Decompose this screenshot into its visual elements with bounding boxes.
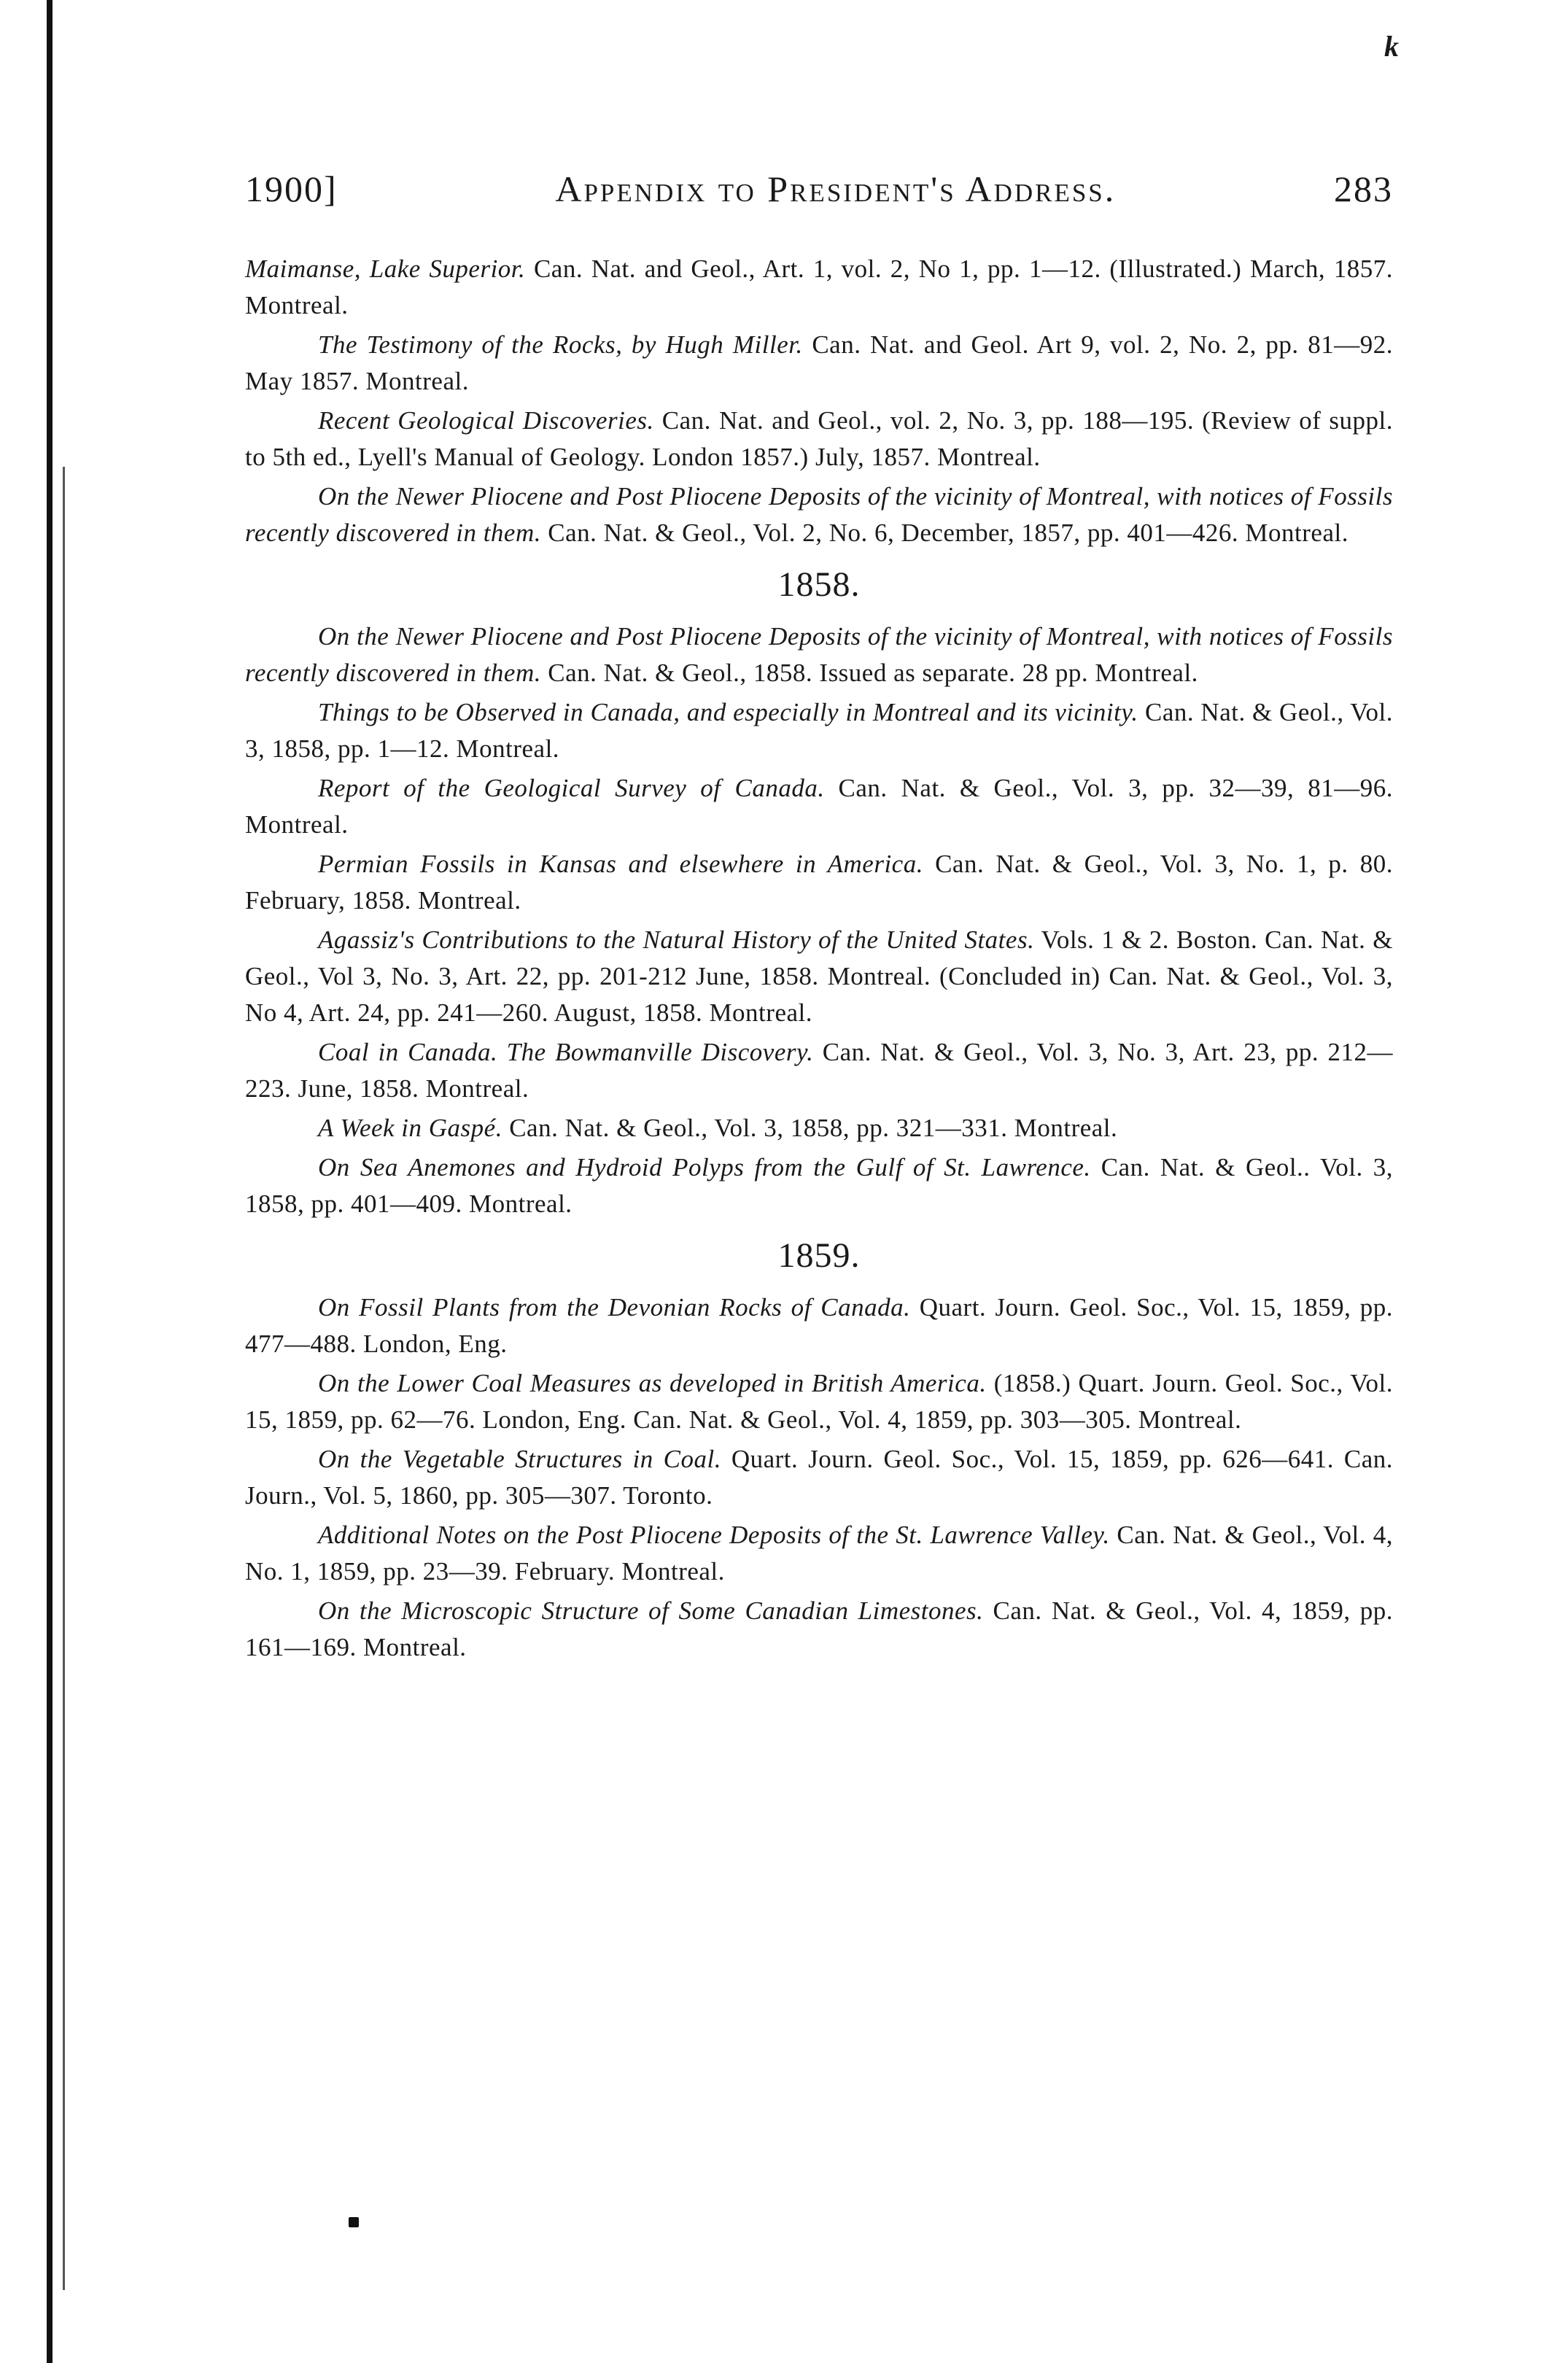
- year-heading-1859: 1859.: [777, 1236, 861, 1275]
- bibliography-entry: [245, 1365, 1393, 1438]
- corner-mark: k: [1384, 30, 1399, 63]
- year-heading-1858: 1858.: [777, 565, 861, 604]
- entries-1858: [245, 618, 1393, 1222]
- bibliography-entry: [245, 618, 1393, 691]
- entry-title: The Testimony of the Rocks, by Hugh Miller.: [318, 330, 803, 359]
- entry-title: Report of the Geological Survey of Canada.: [318, 774, 825, 802]
- entry-title: Additional Notes on the Post Pliocene Deposits of the St. Lawrence Valley.: [318, 1521, 1110, 1549]
- entry-details: Can. Nat. & Geol., Vol. 4, No. 1, 1859, pp. 23—39. February. Montreal.: [245, 1521, 1393, 1586]
- scan-edge-line: [47, 0, 53, 2363]
- running-header: [245, 168, 1393, 233]
- bibliography-entry: [245, 770, 1393, 843]
- entries-1857: [245, 251, 1393, 551]
- bibliography: [245, 251, 1393, 1666]
- entry-title: On the Newer Pliocene and Post Pliocene Deposits of the vicinity of Montreal, with notices of Fossils recently discovered in them.: [245, 482, 1393, 547]
- bibliography-entry: [245, 922, 1393, 1031]
- bibliography-entry: [245, 478, 1393, 551]
- entry-title: Coal in Canada. The Bowmanville Discovery.: [318, 1038, 814, 1066]
- header-title: Appendix to President's Address.: [555, 168, 1117, 209]
- header-year: 1900]: [245, 168, 338, 209]
- entry-title: Permian Fossils in Kansas and elsewhere in America.: [318, 850, 923, 878]
- entry-title: On Sea Anemones and Hydroid Polyps from the Gulf of St. Lawrence.: [318, 1153, 1091, 1182]
- bibliography-entry: [245, 1149, 1393, 1222]
- entry-details: Quart. Journ. Geol. Soc., Vol. 15, 1859, pp. 626—641. Can. Journ., Vol. 5, 1860, pp. 305—307. Toronto.: [245, 1445, 1393, 1510]
- entry-details: Can. Nat. & Geol., Vol. 3, 1858, pp. 321—331. Montreal.: [502, 1114, 1118, 1142]
- entry-details: Can. Nat. & Geol., Vol. 3, 1858, pp. 1—12. Montreal.: [245, 698, 1393, 763]
- entry-details: Can. Nat. & Geol.. Vol. 3, 1858, pp. 401—409. Montreal.: [245, 1153, 1393, 1218]
- entry-title: A Week in Gaspé.: [318, 1114, 502, 1142]
- header-page-number: 283: [1333, 168, 1393, 209]
- bibliography-entry: [245, 1517, 1393, 1590]
- bibliography-entry: [245, 1593, 1393, 1666]
- entry-title: On the Newer Pliocene and Post Pliocene Deposits of the vicinity of Montreal, with notices of Fossils recently discovered in them.: [245, 622, 1393, 687]
- bibliography-entry: [245, 403, 1393, 476]
- bibliography-entry: [245, 251, 1393, 324]
- entry-title: On the Microscopic Structure of Some Canadian Limestones.: [318, 1596, 984, 1625]
- entry-title: Recent Geological Discoveries.: [318, 406, 654, 435]
- entry-details: Vols. 1 & 2. Boston. Can. Nat. & Geol., Vol 3, No. 3, Art. 22, pp. 201-212 June, 1858. Montreal. (Concluded in) Can. Nat. & Geol., Vol. 3, No 4, Art. 24, pp. 241—260. August, 1858. Montreal.: [245, 926, 1394, 1027]
- page-content: [245, 168, 1393, 1669]
- entry-details: Can. Nat. and Geol., Art. 1, vol. 2, No 1, pp. 1—12. (Illustrated.) March, 1857. Montreal.: [245, 255, 1393, 319]
- entry-title: On Fossil Plants from the Devonian Rocks of Canada.: [318, 1293, 911, 1322]
- entry-title: On the Vegetable Structures in Coal.: [318, 1445, 721, 1473]
- entry-title: Things to be Observed in Canada, and especially in Montreal and its vicinity.: [318, 698, 1138, 726]
- entry-details: (1858.) Quart. Journ. Geol. Soc., Vol. 15, 1859, pp. 62—76. London, Eng. Can. Nat. & Geol., Vol. 4, 1859, pp. 303—305. Montreal.: [245, 1369, 1394, 1434]
- ink-dot: [349, 2217, 359, 2227]
- entry-details: Can. Nat. & Geol., Vol. 4, 1859, pp. 161—169. Montreal.: [245, 1596, 1394, 1661]
- entry-details: Can. Nat. & Geol., Vol. 3, No. 3, Art. 23, pp. 212—223. June, 1858. Montreal.: [245, 1038, 1394, 1103]
- entry-title: On the Lower Coal Measures as developed in British America.: [318, 1369, 987, 1397]
- bibliography-entry: [245, 846, 1393, 919]
- entries-1859: [245, 1289, 1393, 1666]
- scan-edge-faint-line: [63, 467, 65, 2290]
- bibliography-entry: [245, 327, 1393, 400]
- entry-details: Can. Nat. and Geol. Art 9, vol. 2, No. 2, pp. 81—92. May 1857. Montreal.: [245, 330, 1393, 395]
- bibliography-entry: [245, 1289, 1393, 1362]
- entry-details: Can. Nat. & Geol., Vol. 3, pp. 32—39, 81—96. Montreal.: [245, 774, 1394, 839]
- bibliography-entry: [245, 694, 1393, 767]
- entry-details: Can. Nat. & Geol., Vol. 2, No. 6, December, 1857, pp. 401—426. Montreal.: [540, 519, 1348, 547]
- bibliography-entry: [245, 1034, 1393, 1107]
- entry-title: Maimanse, Lake Superior.: [245, 255, 526, 283]
- entry-details: Can. Nat. and Geol., vol. 2, No. 3, pp. 188—195. (Review of suppl. to 5th ed., Lyell's Manual of Geology. London 1857.) July, 1857. Montreal.: [245, 406, 1393, 471]
- bibliography-entry: [245, 1110, 1393, 1146]
- entry-details: Can. Nat. & Geol., 1858. Issued as separate. 28 pp. Montreal.: [540, 659, 1198, 687]
- entry-title: Agassiz's Contributions to the Natural History of the United States.: [318, 926, 1035, 954]
- bibliography-entry: [245, 1441, 1393, 1514]
- entry-details: Quart. Journ. Geol. Soc., Vol. 15, 1859, pp. 477—488. London, Eng.: [245, 1293, 1393, 1358]
- entry-details: Can. Nat. & Geol., Vol. 3, No. 1, p. 80. February, 1858. Montreal.: [245, 850, 1393, 915]
